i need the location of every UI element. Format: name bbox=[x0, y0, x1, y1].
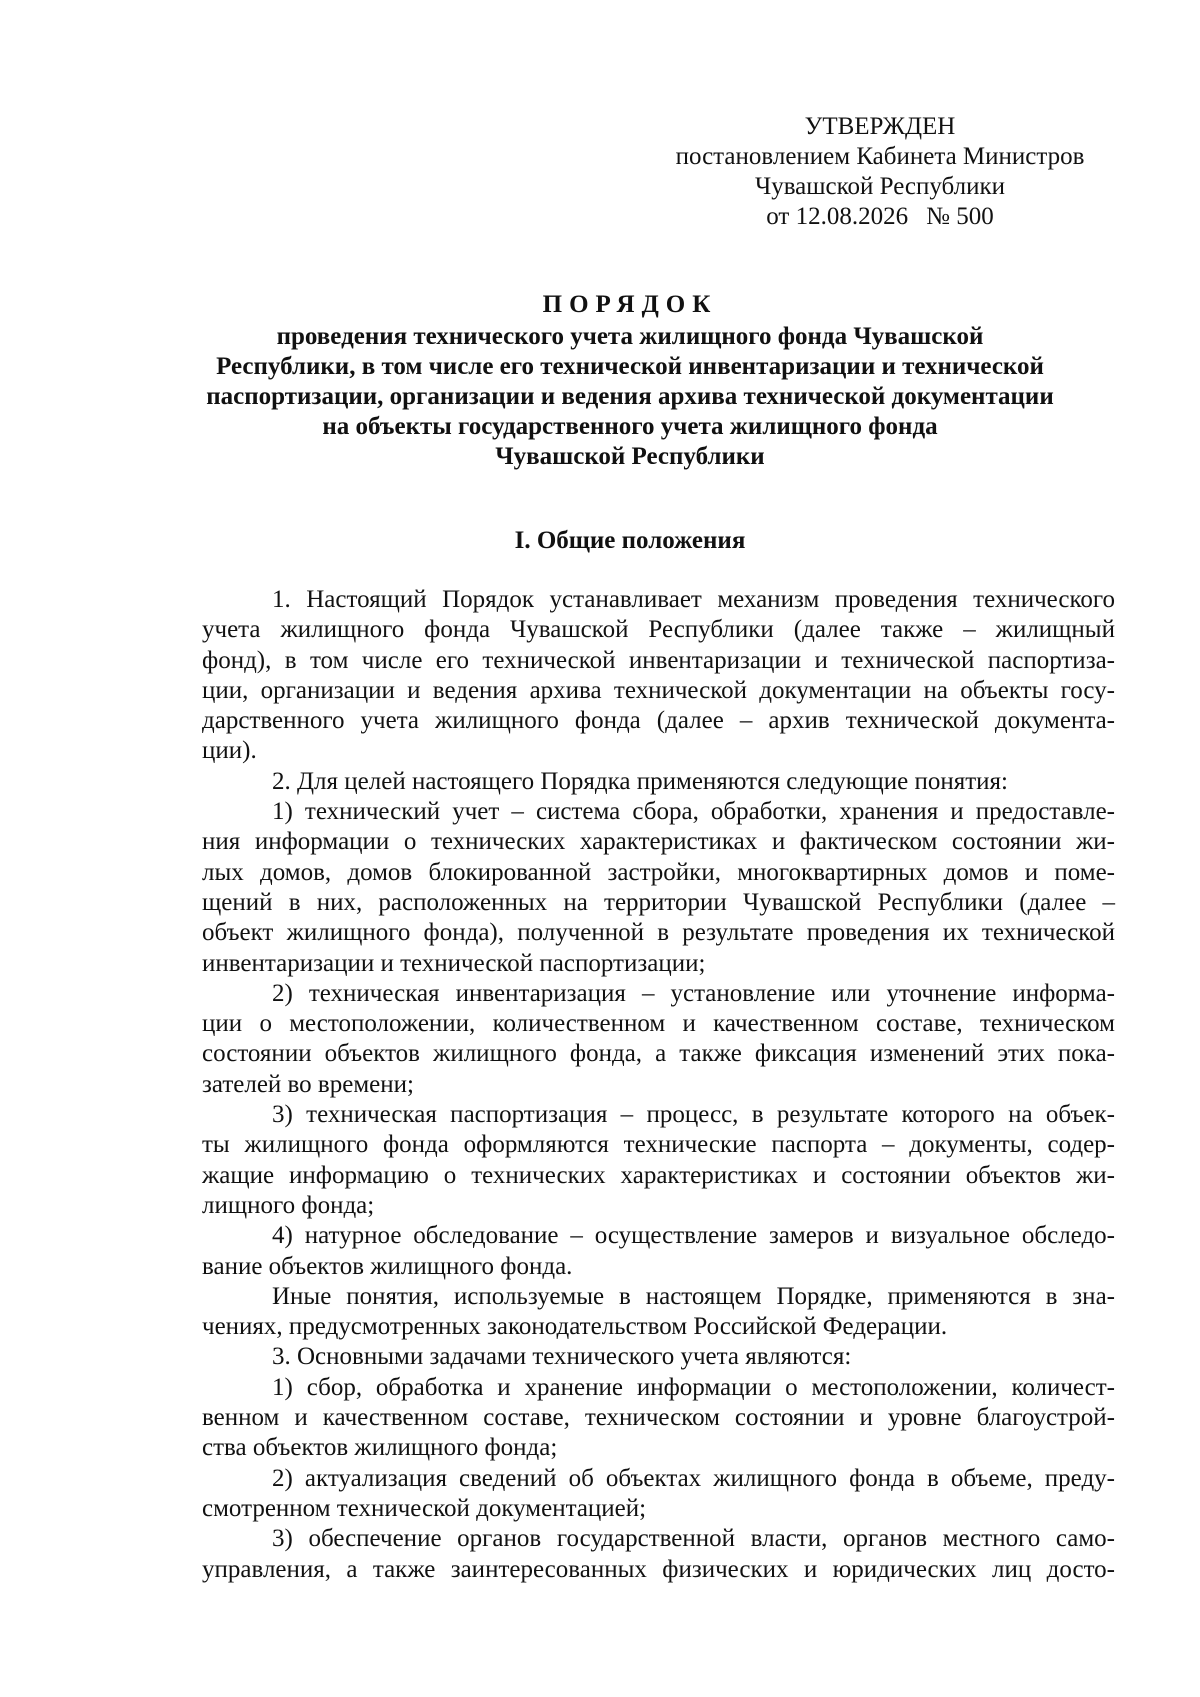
paragraph-line: ции). bbox=[202, 737, 257, 765]
document-title: ПОРЯДОК bbox=[542, 291, 718, 318]
paragraph-line: лищного фонда; bbox=[202, 1191, 375, 1219]
paragraph-line: состоянии объектов жилищного фонда, а также фиксация изменений этих пока- bbox=[202, 1040, 1115, 1068]
paragraph-line: дарственного учета жилищного фонда (далее – архив технической документа- bbox=[202, 707, 1115, 735]
paragraph-line: вание объектов жилищного фонда. bbox=[202, 1252, 573, 1280]
paragraph-line: управления, а также заинтересованных физических и юридических лиц досто- bbox=[202, 1555, 1115, 1583]
document-title-block bbox=[150, 290, 1110, 472]
approval-approved: УТВЕРЖДЕН bbox=[804, 113, 956, 140]
approval-republic: Чувашской Республики bbox=[754, 173, 1006, 200]
approval-number: № 500 bbox=[926, 203, 994, 230]
paragraph-line: фонд), в том числе его технической инвентаризации и технической паспортиза- bbox=[202, 646, 1115, 674]
paragraph-line: венном и качественном составе, техническом состоянии и уровне благоустрой- bbox=[202, 1404, 1115, 1432]
paragraph-line: учета жилищного фонда Чувашской Республики (далее также – жилищный bbox=[202, 616, 1115, 644]
approval-decree: постановлением Кабинета Министров bbox=[675, 143, 1085, 170]
paragraph-line: 1) сбор, обработка и хранение информации о местоположении, количест- bbox=[272, 1373, 1115, 1401]
paragraph-line: зателей во времени; bbox=[202, 1070, 414, 1098]
paragraph-line: 1. Настоящий Порядок устанавливает механизм проведения технического bbox=[272, 586, 1115, 613]
document-body bbox=[202, 585, 1115, 1585]
paragraph-line: 4) натурное обследование – осуществление замеров и визуальное обследо- bbox=[272, 1222, 1115, 1250]
paragraph-line: смотренном технической документацией; bbox=[202, 1494, 647, 1522]
document-subtitle-line: проведения технического учета жилищного фонда Чувашской bbox=[276, 323, 984, 350]
paragraph-line: жащие информацию о технических характеристиках и состоянии объектов жи- bbox=[202, 1161, 1115, 1189]
paragraph-line: 2. Для целей настоящего Порядка применяются следующие понятия: bbox=[272, 767, 1008, 795]
paragraph-line: 1) технический учет – система сбора, обработки, хранения и предоставле- bbox=[272, 798, 1115, 826]
approval-date: от 12.08.2026 bbox=[766, 203, 909, 230]
paragraph-line: щений в них, расположенных на территории Чувашской Республики (далее – bbox=[202, 888, 1115, 916]
paragraph-line: Иные понятия, используемые в настоящем Порядке, применяются в зна- bbox=[272, 1282, 1115, 1310]
approval-block bbox=[660, 112, 1100, 232]
document-subtitle-line: Чувашской Республики bbox=[495, 443, 765, 470]
paragraph-line: 3) техническая паспортизация – процесс, в результате которого на объек- bbox=[272, 1101, 1115, 1129]
paragraph-line: ния информации о технических характеристиках и фактическом состоянии жи- bbox=[202, 828, 1115, 856]
section-heading: I. Общие положения bbox=[514, 527, 746, 554]
paragraph-line: объект жилищного фонда), полученной в результате проведения их технической bbox=[202, 919, 1115, 947]
document-subtitle-line: на объекты государственного учета жилищного фонда bbox=[322, 413, 938, 440]
document-subtitle-line: паспортизации, организации и ведения архива технической документации bbox=[206, 383, 1054, 410]
paragraph-line: 2) актуализация сведений об объектах жилищного фонда в объеме, преду- bbox=[272, 1464, 1115, 1492]
paragraph-line: 2) техническая инвентаризация – установление или уточнение информа- bbox=[272, 979, 1115, 1007]
paragraph-line: ции о местоположении, количественном и качественном составе, техническом bbox=[202, 1010, 1115, 1038]
paragraph-line: 3) обеспечение органов государственной власти, органов местного само- bbox=[272, 1525, 1115, 1553]
paragraph-line: ства объектов жилищного фонда; bbox=[202, 1434, 558, 1462]
paragraph-line: инвентаризации и технической паспортизации; bbox=[202, 949, 706, 977]
paragraph-line: ции, организации и ведения архива технической документации на объекты госу- bbox=[202, 676, 1115, 704]
approval-date-line bbox=[660, 202, 1100, 232]
paragraph-line: лых домов, домов блокированной застройки, многоквартирных домов и поме- bbox=[202, 858, 1115, 886]
document-subtitle-line: Республики, в том числе его технической инвентаризации и технической bbox=[216, 353, 1044, 380]
paragraph-line: 3. Основными задачами технического учета являются: bbox=[272, 1343, 852, 1371]
paragraph-line: чениях, предусмотренных законодательством Российской Федерации. bbox=[202, 1313, 948, 1341]
paragraph-line: ты жилищного фонда оформляются технические паспорта – документы, содер- bbox=[202, 1131, 1115, 1159]
